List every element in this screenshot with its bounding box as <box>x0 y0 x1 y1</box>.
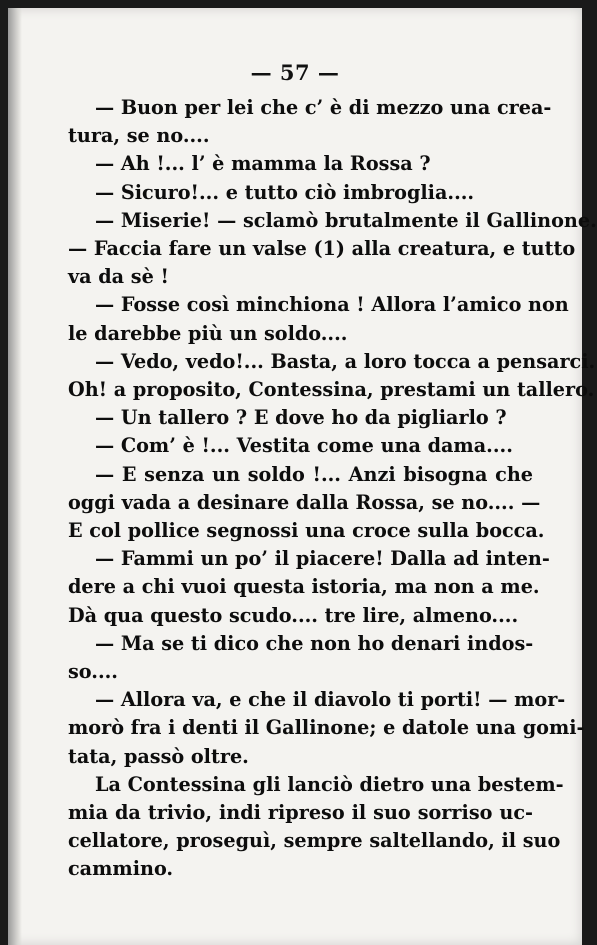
text-line: tura, se no.... <box>68 124 210 148</box>
text-line: le darebbe più un soldo.... <box>68 321 348 345</box>
text-line: — Com’ è !... Vestita come una dama.... <box>95 434 513 458</box>
text-line: va da sè ! <box>68 265 169 289</box>
text-line: Dà qua questo scudo.... tre lire, almeno.... <box>68 603 519 627</box>
text-line: cellatore, proseguì, sempre saltellando, il suo <box>68 829 561 853</box>
page-body-text <box>68 94 597 884</box>
text-line: — Allora va, e che il diavolo ti porti! — mor- <box>95 688 566 712</box>
text-line: — Ma se ti dico che non ho denari indos- <box>95 631 534 655</box>
text-line: dere a chi vuoi questa istoria, ma non a me. <box>68 575 540 599</box>
text-line: — Faccia fare un valse (1) alla creatura, e tutto <box>68 237 576 261</box>
text-line: E col pollice segnossi una croce sulla bocca. <box>68 519 545 543</box>
book-page <box>8 8 597 945</box>
page-gutter-shadow <box>8 8 22 945</box>
text-line: cammino. <box>68 857 174 881</box>
text-line: oggi vada a desinare dalla Rossa, se no.... — <box>68 490 541 514</box>
text-line: — E senza un soldo !... Anzi bisogna che <box>95 462 533 486</box>
text-line: — Ah !... l’ è mamma la Rossa ? <box>95 152 431 176</box>
text-line: Oh! a proposito, Contessina, prestami un tallero. <box>68 378 595 402</box>
text-line: — Buon per lei che c’ è di mezzo una crea- <box>95 96 552 119</box>
text-line: tata, passò oltre. <box>68 744 249 768</box>
text-line: — Fammi un po’ il piacere! Dalla ad inten- <box>95 547 550 571</box>
text-line: La Contessina gli lanciò dietro una bestem- <box>95 772 564 796</box>
text-line: — Miserie! — sclamò brutalmente il Gallinone. <box>95 208 597 232</box>
text-line: — Sicuro!... e tutto ciò imbroglia.... <box>95 180 475 204</box>
text-line: — Vedo, vedo!... Basta, a loro tocca a pensarci. <box>95 349 596 373</box>
text-line: mia da trivio, indi ripreso il suo sorriso uc- <box>68 801 533 825</box>
text-line: — Fosse così minchiona ! Allora l’amico non <box>95 293 569 317</box>
page-number: — 57 — <box>250 60 340 85</box>
text-line: morò fra i denti il Gallinone; e datole una gomi- <box>68 716 585 740</box>
text-line: so.... <box>68 660 118 684</box>
text-line: — Un tallero ? E dove ho da pigliarlo ? <box>95 406 507 430</box>
